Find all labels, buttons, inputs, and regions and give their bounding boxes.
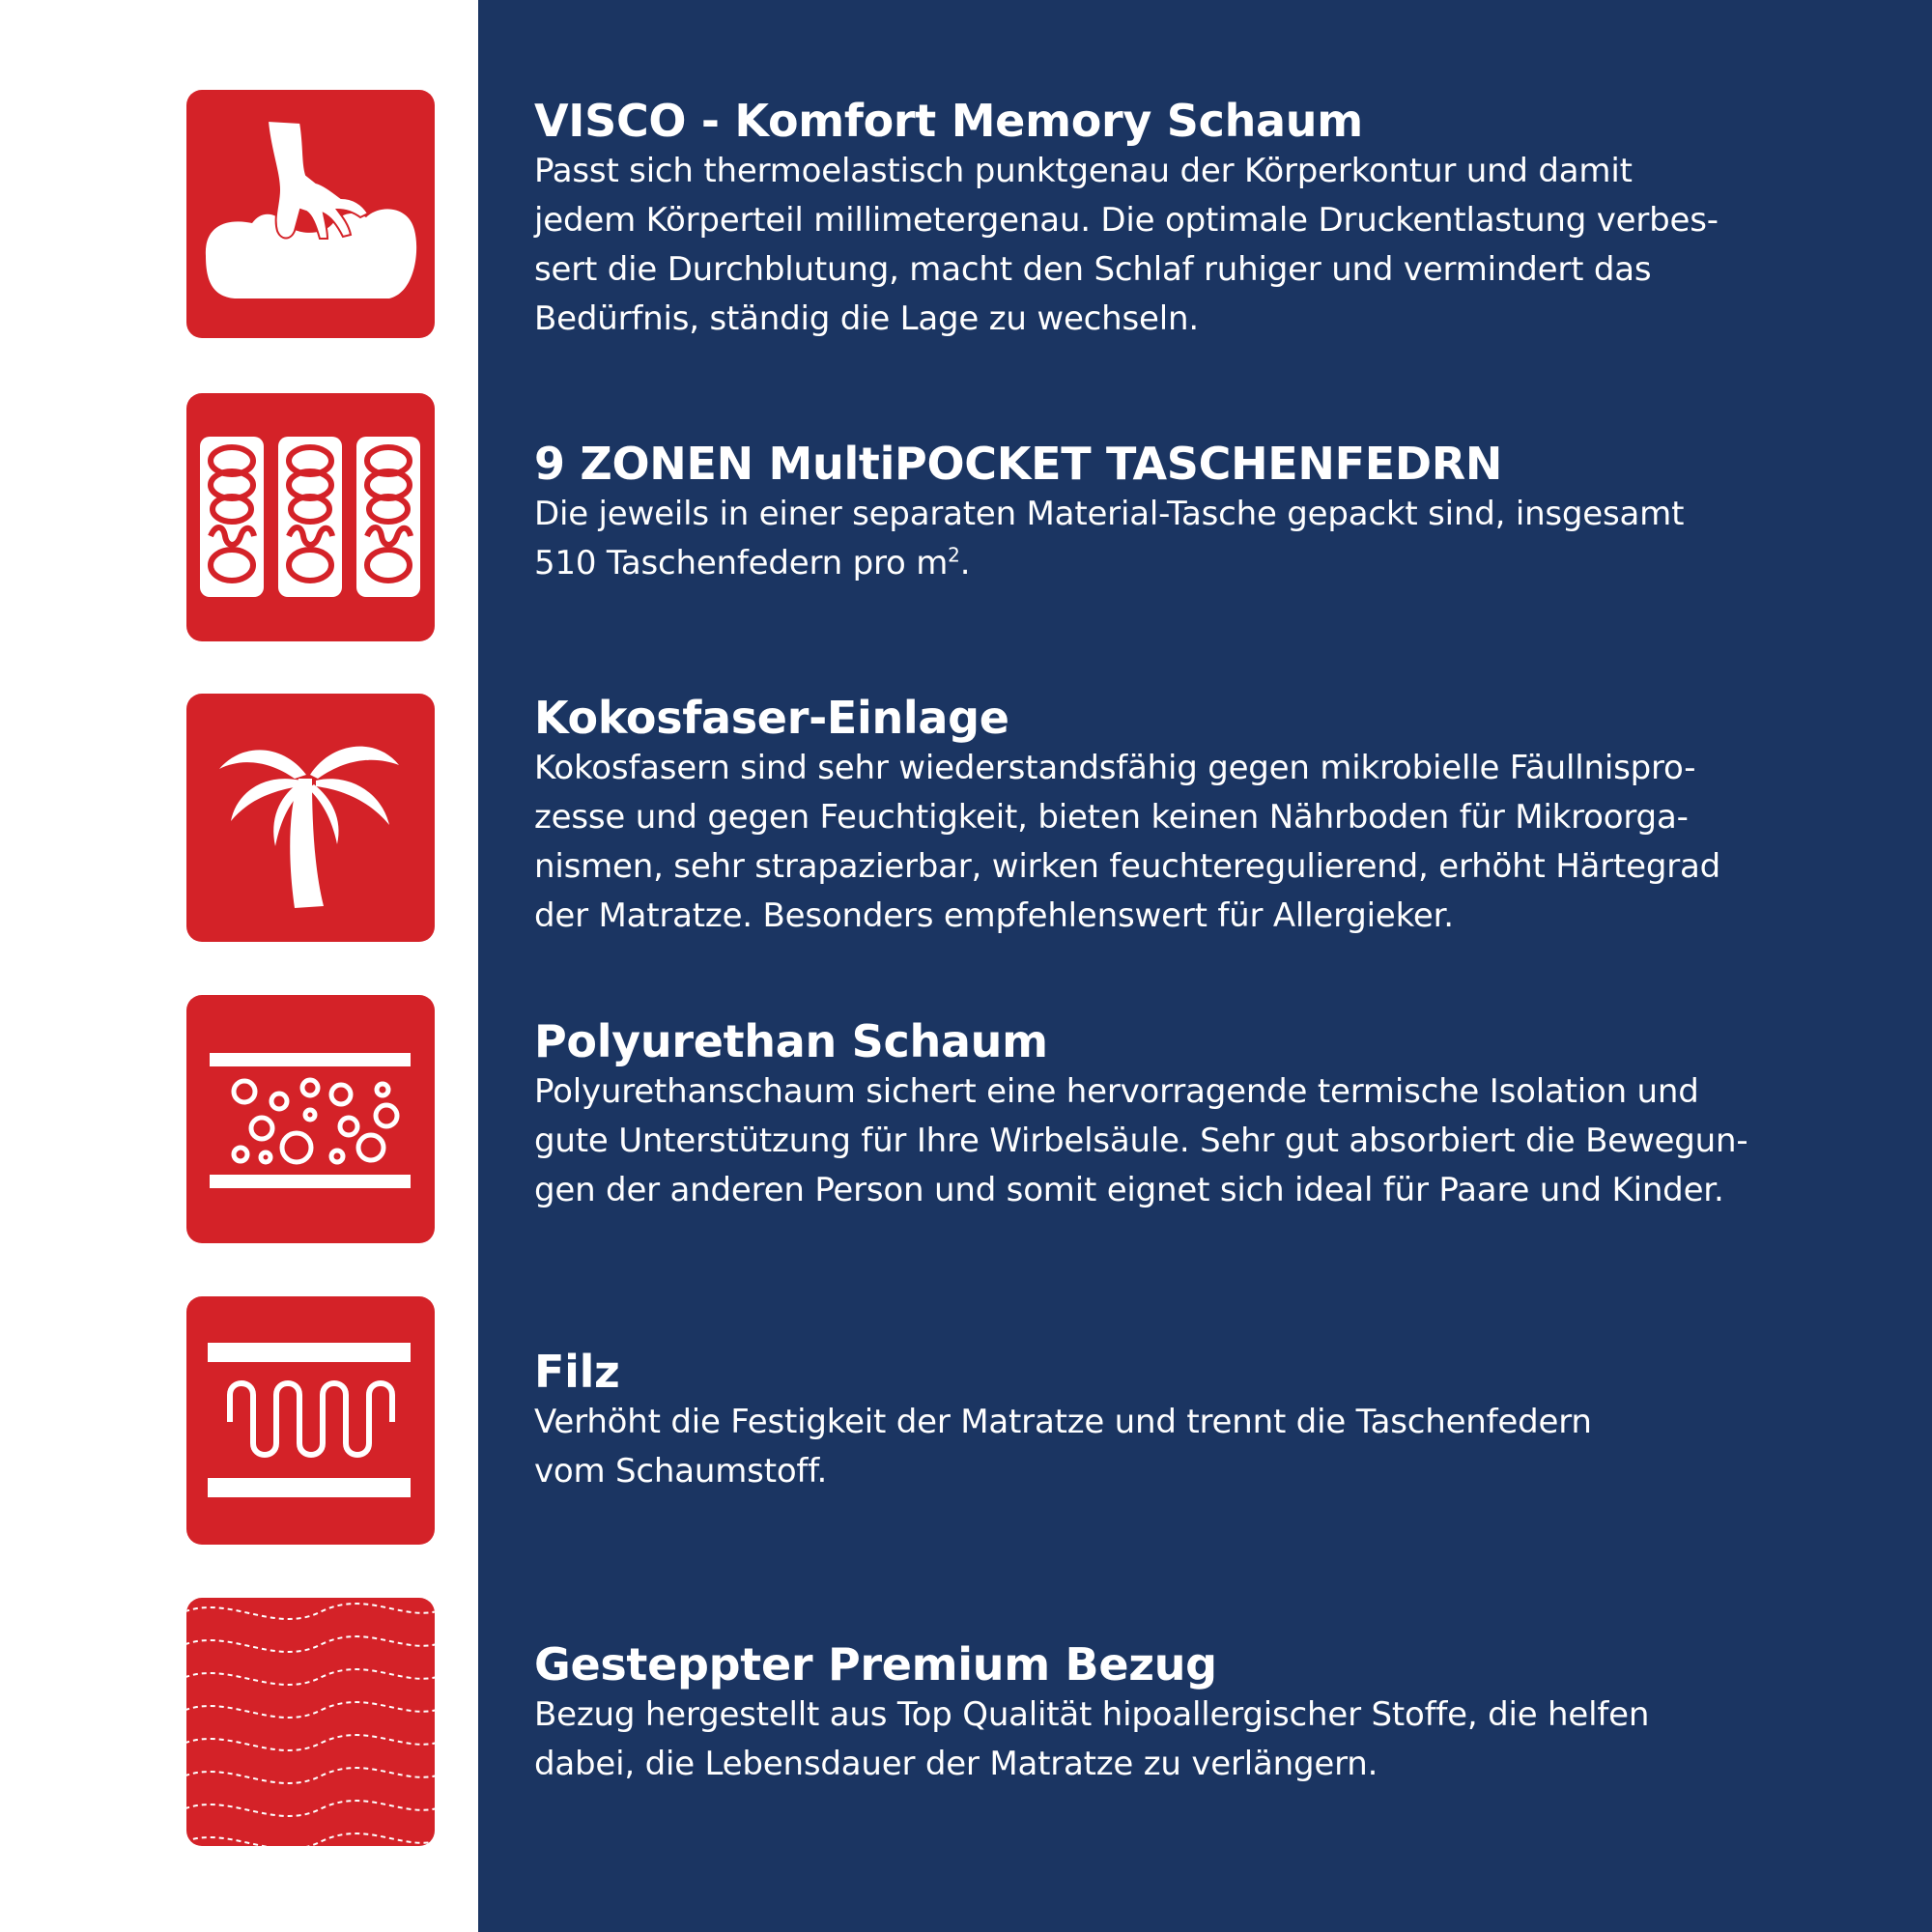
feature-line: vom Schaumstoff. <box>534 1452 828 1491</box>
feature-felt <box>534 1346 1790 1496</box>
feature-line: nismen, sehr strapazierbar, wirken feuchteregulierend, erhöht Härtegrad <box>534 847 1720 886</box>
feature-line: Die jeweils in einer separaten Material-Tasche gepackt sind, insgesamt <box>534 495 1685 533</box>
line-end: . <box>959 544 971 582</box>
spring-count-text: 510 Taschenfedern pro m <box>534 544 949 582</box>
feature-visco <box>534 95 1790 344</box>
feature-coconut-fiber <box>534 692 1790 941</box>
feature-line: dabei, die Lebensdauer der Matratze zu verlängern. <box>534 1745 1378 1783</box>
feature-line: der Matratze. Besonders empfehlenswert für Allergieker. <box>534 896 1454 935</box>
feature-line: gute Unterstützung für Ihre Wirbelsäule. Sehr gut absorbiert die Bewegun- <box>534 1122 1748 1160</box>
feature-title: VISCO - Komfort Memory Schaum <box>534 95 1363 147</box>
feature-line: Polyurethanschaum sichert eine hervorragende termische Isolation und <box>534 1072 1699 1111</box>
feature-quilted-cover <box>534 1638 1790 1789</box>
unit-superscript: 2 <box>948 543 960 567</box>
feature-line: sert die Durchblutung, macht den Schlaf ruhiger und vermindert das <box>534 250 1652 289</box>
feature-line: Passt sich thermoelastisch punktgenau der Körperkontur und damit <box>534 152 1633 190</box>
feature-title: Kokosfaser-Einlage <box>534 692 1009 744</box>
feature-line: Bezug hergestellt aus Top Qualität hipoallergischer Stoffe, die helfen <box>534 1695 1650 1734</box>
palm-tree-icon <box>186 694 435 942</box>
feature-line: gen der anderen Person und somit eignet sich ideal für Paare und Kinder. <box>534 1171 1724 1209</box>
feature-title: Polyurethan Schaum <box>534 1015 1048 1067</box>
feature-line: Bedürfnis, ständig die Lage zu wechseln. <box>534 299 1199 338</box>
foam-bubbles-icon <box>186 995 435 1243</box>
feature-line: zesse und gegen Feuchtigkeit, bieten keinen Nährboden für Mikroorga- <box>534 798 1689 837</box>
feature-polyurethane <box>534 1015 1790 1215</box>
feature-title: 9 ZONEN MultiPOCKET TASCHENFEDRN <box>534 438 1503 490</box>
feature-pocket-springs <box>534 438 1790 588</box>
quilted-fabric-icon <box>186 1598 435 1846</box>
feature-title: Filz <box>534 1346 620 1398</box>
feature-line: jedem Körperteil millimetergenau. Die optimale Druckentlastung verbes- <box>534 201 1719 240</box>
feature-line <box>534 539 1790 588</box>
feature-line: Verhöht die Festigkeit der Matratze und trennt die Taschenfedern <box>534 1403 1592 1441</box>
feature-line: Kokosfasern sind sehr wiederstandsfähig gegen mikrobielle Fäullnispro- <box>534 749 1696 787</box>
felt-layer-icon <box>186 1296 435 1545</box>
hand-on-foam-icon <box>186 90 435 338</box>
feature-title: Gesteppter Premium Bezug <box>534 1638 1217 1690</box>
pocket-springs-icon <box>186 393 435 641</box>
